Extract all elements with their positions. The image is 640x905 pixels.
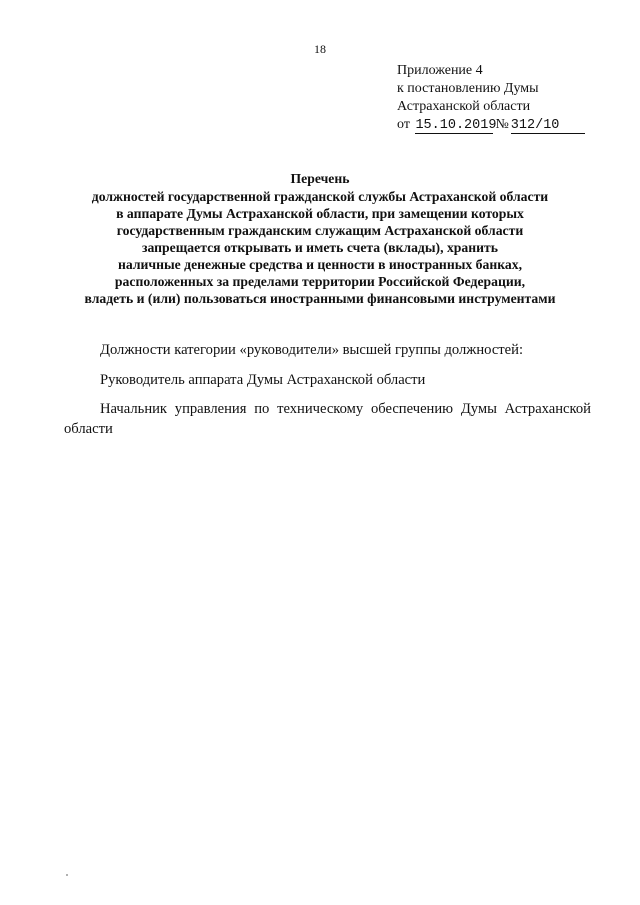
title-heading: Перечень — [290, 171, 350, 186]
document-body — [64, 340, 591, 448]
appendix-date-line — [397, 116, 627, 134]
title-line: в аппарате Думы Астраханской области, при замещении которых — [116, 206, 524, 221]
number-label: № — [495, 117, 509, 132]
title-line: владеть и (или) пользоваться иностранными финансовыми инструментами — [84, 291, 556, 306]
title-line: наличные денежные средства и ценности в иностранных банках, — [117, 257, 523, 272]
appendix-title: Приложение 4 — [397, 63, 483, 78]
document-title — [40, 170, 600, 307]
title-line: государственным гражданским служащим Астраханской области — [116, 223, 524, 238]
resolution-number: 312/10 — [511, 118, 585, 134]
scan-speck — [66, 874, 68, 876]
page-number: 18 — [314, 42, 326, 56]
appendix-resolution-ref: к постановлению Думы — [397, 81, 539, 96]
position-item: Начальник управления по техническому обеспечению Думы Астраханской области — [64, 401, 591, 437]
title-line: запрещается открывать и иметь счета (вклады), хранить — [142, 240, 498, 255]
category-heading: Должности категории «руководители» высшей группы должностей: — [100, 342, 524, 358]
appendix-header — [397, 62, 627, 134]
position-item: Руководитель аппарата Думы Астраханской области — [100, 372, 426, 388]
resolution-date: 15.10.2019 — [415, 118, 497, 133]
title-line: расположенных за пределами территории Российской Федерации, — [114, 274, 526, 289]
appendix-body-name: Астраханской области — [397, 99, 531, 114]
title-line: должностей государственной гражданской службы Астраханской области — [91, 189, 549, 204]
from-label: от — [397, 117, 410, 132]
